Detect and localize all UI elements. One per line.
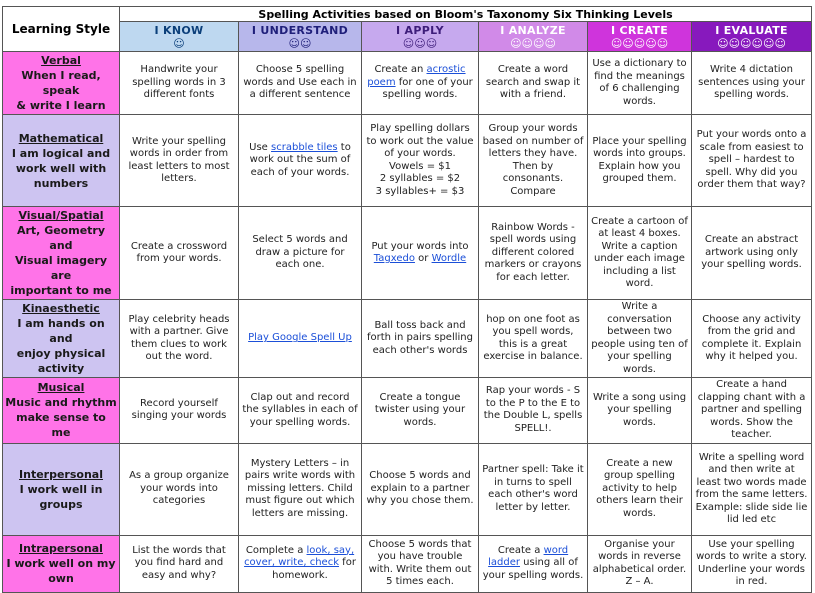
learning-style-intrapersonal [3,535,120,592]
activity-text: List the words that you find hard and easy and why? [132,544,226,581]
activity-text: Organise your words in reverse alphabetical order. Z – A. [592,538,687,587]
activity-text: Put your words into [371,240,469,252]
activity-text: Place your spelling words into groups. Explain how you grouped them. [592,135,687,184]
activity-text: Rainbow Words - spell words using different colored markers or crayons for each letter. [484,221,582,283]
activity-cell [588,207,692,300]
level-header-i-create [588,22,692,52]
activity-text: Create a [497,544,544,556]
activity-text: As a group organize your words into categories [129,470,229,507]
activity-cell [479,300,588,378]
learning-style-name: Mathematical [18,131,104,145]
activity-cell [692,207,812,300]
learning-style-header: Learning Style [3,7,120,52]
activity-text: Write a spelling word and then write at least two words made from the same letters. Example: slide side lie lid led etc [695,451,808,525]
learning-style-description: I work well on my [6,557,116,570]
activity-cell [692,535,812,592]
activity-text: Complete a [245,544,307,556]
learning-style-visual-spatial [3,207,120,300]
activity-text: 2 syllables = $2 [379,173,461,184]
activity-cell [479,443,588,535]
activity-link[interactable]: Play Google Spell Up [248,332,352,344]
activity-link[interactable]: Tagxedo [373,253,415,264]
level-header-i-evaluate [692,22,812,52]
activity-text: Partner spell: Take it in turns to spell each other's word letter by letter. [482,464,584,513]
learning-style-description: activity [37,362,85,375]
activity-text: Write a song using your spelling words. [592,391,687,428]
learning-style-interpersonal [3,443,120,535]
activity-text: Group your words based on number of letters they have. Then by consonants. Compare [482,123,584,197]
learning-style-description: When I read, speak [21,69,101,97]
activity-cell [588,52,692,115]
activity-text: Select 5 words and draw a picture for each one. [252,234,348,271]
table-row [3,300,812,378]
smiley-icons: ☺☺☺☺☺☺ [717,36,786,50]
activity-cell [588,443,692,535]
activity-text: Vowels = $1 [389,160,451,172]
activity-cell [120,52,239,115]
activity-cell [239,378,362,444]
activity-text: Play celebrity heads with a partner. Give them clues to work out the word. [128,313,230,362]
activity-cell [479,378,588,444]
activity-cell [120,378,239,444]
activity-cell [239,115,362,207]
learning-style-description: important to me [10,284,112,297]
activity-cell [692,300,812,378]
level-header-i-analyze [479,22,588,52]
activity-cell [692,443,812,535]
activity-text: Create a hand clapping chant with a partner and spelling words. Show the teacher. [697,379,806,440]
learning-style-description: groups [39,497,83,511]
level-name: I UNDERSTAND [251,23,349,37]
activity-cell [120,443,239,535]
activity-cell [692,115,812,207]
smiley-icons: ☺ [173,36,185,50]
activity-text: Write 4 dictation sentences using your spelling words. [698,64,805,101]
learning-style-description: Art, Geometry and [16,224,106,252]
smiley-icons: ☺☺ [288,36,312,50]
learning-style-name: Verbal [41,54,81,67]
activity-cell [120,300,239,378]
learning-style-description: Music and rhythm [5,396,117,410]
activity-cell [479,52,588,115]
activity-link[interactable]: word ladder [488,544,569,569]
learning-style-name: Musical [37,381,85,395]
learning-style-name: Kinaesthetic [22,302,100,315]
blooms-taxonomy-grid [2,6,812,593]
activity-text: Write your spelling words in order from least letters to most letters. [128,135,230,184]
level-name: I CREATE [610,23,669,37]
learning-style-description: own [48,572,74,585]
activity-text: Choose any activity from the grid and complete it. Explain why it helped you. [701,313,802,362]
activity-cell [362,378,479,444]
activity-cell [362,300,479,378]
page-title: Spelling Activities based on Bloom's Taxonomy Six Thinking Levels [120,7,812,22]
activity-cell [239,443,362,535]
learning-style-name: Visual/Spatial [18,209,104,222]
activity-text: Use a dictionary to find the meanings of 6 challenging words. [592,58,687,107]
learning-style-verbal [3,52,120,115]
activity-cell [239,207,362,300]
table-row [3,115,812,207]
activity-cell [362,207,479,300]
learning-style-description: make sense to me [16,411,106,440]
activity-text: Clap out and record the syllables in each of your spelling words. [242,391,358,428]
activity-text: Use [249,141,272,153]
table-row [3,378,812,444]
learning-style-description: work well with [15,161,107,175]
learning-style-description: I am hands on and [17,317,105,345]
activity-text: Write a conversation between two people using ten of your spelling words. [591,301,688,375]
activity-cell [362,52,479,115]
activity-link[interactable]: acrostic poem [367,64,466,88]
activity-cell [120,207,239,300]
activity-cell [588,115,692,207]
activity-text: Create a new group spelling activity to help others learn their words. [596,457,683,519]
level-name: I ANALYZE [500,23,566,37]
activity-cell [239,52,362,115]
activity-text: 3 syllables+ = $3 [375,185,465,197]
level-name: I EVALUATE [715,23,788,37]
activity-text: for one of your spelling words. [382,76,473,101]
activity-text: Create a cartoon of at least 4 boxes. Write a caption under each image including a list word. [591,215,688,289]
activity-cell [692,52,812,115]
activity-cell [692,378,812,444]
smiley-icons: ☺☺☺☺☺ [610,36,669,50]
learning-style-kinaesthetic [3,300,120,378]
activity-text: Handwrite your spelling words in 3 different fonts [132,64,226,101]
learning-style-name: Intrapersonal [19,542,103,555]
smiley-icons: ☺☺☺☺ [510,36,556,50]
activity-text: hop on one foot as you spell words, this is a great exercise in balance. [483,313,583,362]
activity-text: Choose 5 spelling words and Use each in a different sentence [243,64,357,101]
level-header-i-understand [239,22,362,52]
activity-text: Create a tongue twister using your words. [374,391,466,428]
activity-text: Put your words onto a scale from easiest to spell – hardest to spell. Why did you order them that way? [696,129,807,191]
activity-text: Choose 5 words and explain to a partner why you chose them. [366,470,474,507]
activity-text: or [414,253,432,264]
learning-style-musical [3,378,120,444]
activity-cell [479,115,588,207]
level-header-i-apply [362,22,479,52]
activity-text: Record yourself singing your words [131,397,227,422]
table-row [3,52,812,115]
level-header-i-know [120,22,239,52]
learning-style-description: numbers [33,176,89,190]
activity-cell [588,300,692,378]
activity-cell [239,535,362,592]
learning-style-description: Visual imagery are [14,254,108,282]
activity-cell [588,378,692,444]
activity-cell [362,115,479,207]
learning-style-name: Interpersonal [19,467,103,481]
table-row [3,443,812,535]
activity-cell [362,535,479,592]
activity-text: Mystery Letters – in pairs write words with missing letters. Child must figure out which letters are missing. [244,457,356,519]
activity-cell [588,535,692,592]
activity-text: Rap your words - S to the P to the E to the Double L, spells SPELL!. [483,385,583,434]
activity-cell [479,535,588,592]
table-row [3,207,812,300]
activity-text: Play spelling dollars to work out the value of your words. [366,123,474,159]
activity-cell [362,443,479,535]
activity-text: Create an [374,64,427,76]
activity-text: for homework. [272,557,356,581]
learning-style-description: I work well in [19,482,103,496]
table-row [3,535,812,592]
activity-cell [479,207,588,300]
activity-cell [120,115,239,207]
level-name: I APPLY [396,23,444,37]
activity-text: Choose 5 words that you have trouble with. Write them out 5 times each. [368,538,472,587]
activity-text: Ball toss back and forth in pairs spelling each other's words [367,319,473,356]
activity-text: to work out the sum of each of your words. [249,141,351,178]
smiley-icons: ☺☺☺ [402,36,438,50]
level-name: I KNOW [154,23,204,37]
activity-text: Use your spelling words to write a story. Underline your words in red. [696,538,807,587]
activity-link[interactable]: Wordle [431,253,467,264]
learning-style-description: I am logical and [11,146,111,160]
learning-style-description: enjoy physical [16,347,106,360]
activity-cell [239,300,362,378]
activity-text: Create a crossword from your words. [130,240,228,264]
activity-link[interactable]: scrabble tiles [271,141,338,153]
activity-link[interactable]: look, say, cover, write, check [244,544,355,569]
activity-text: Create an abstract artwork using only your spelling words. [701,234,802,271]
learning-style-description: & write I learn [16,99,106,112]
activity-text: using all of your spelling words. [482,557,584,581]
activity-cell [120,535,239,592]
activity-text: Create a word search and swap it with a friend. [485,64,581,101]
learning-style-mathematical [3,115,120,207]
